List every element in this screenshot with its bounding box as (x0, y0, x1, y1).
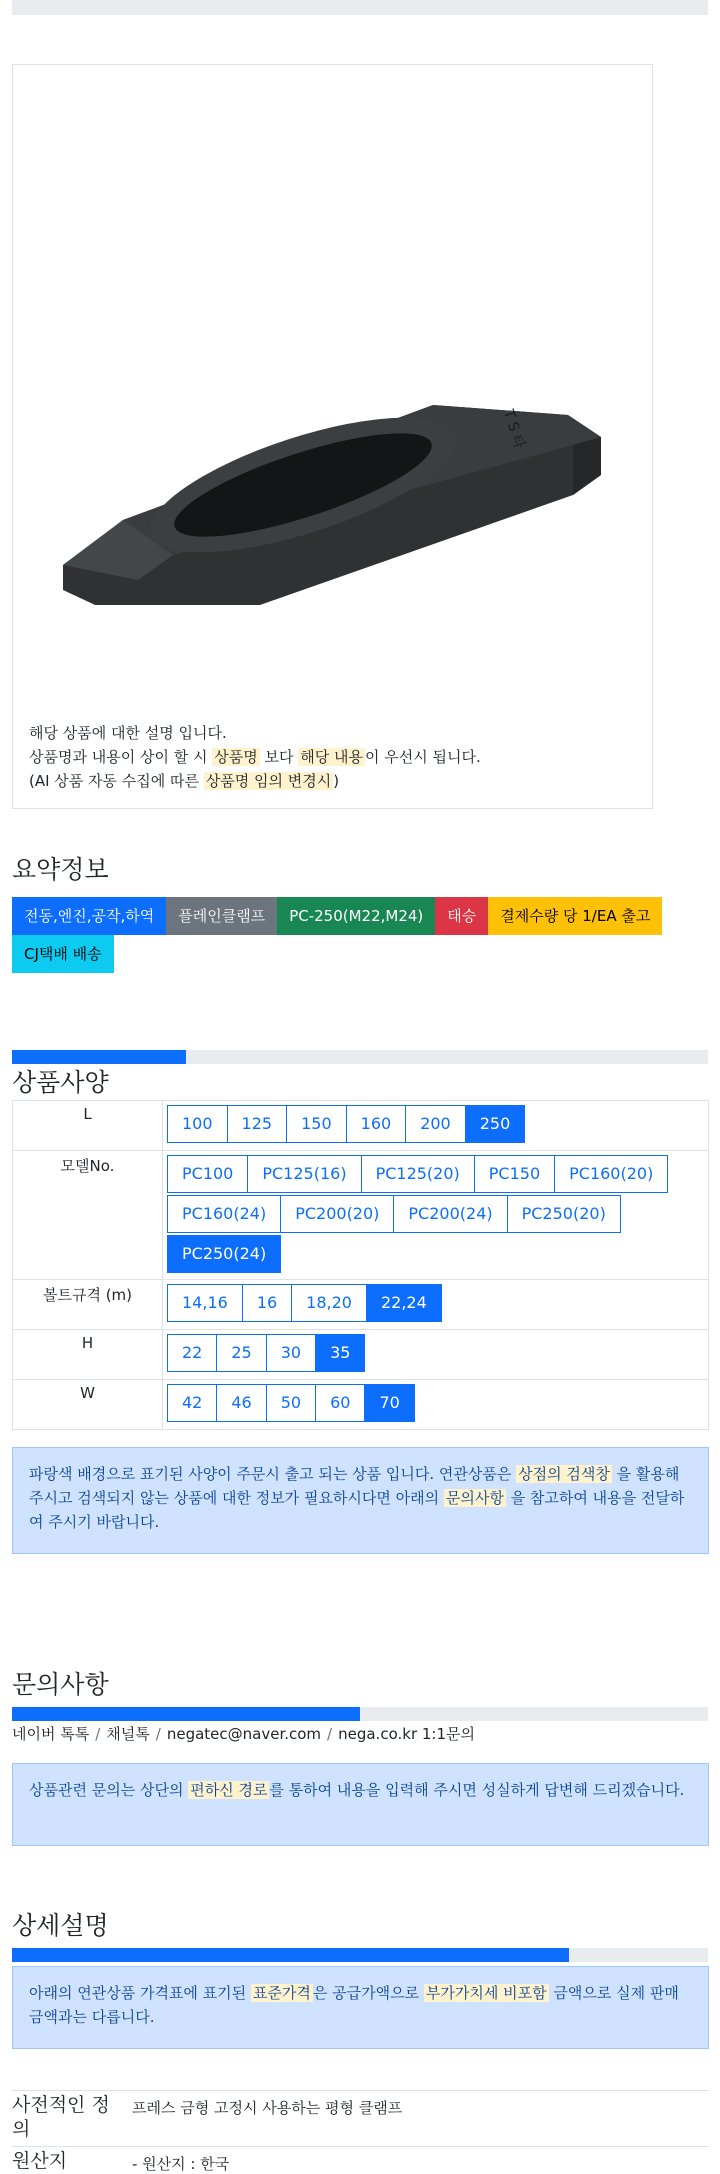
desc-line-3 (29, 769, 481, 793)
spec-table (12, 1100, 709, 1430)
detail-notice (12, 1966, 709, 2049)
spec-row (13, 1380, 709, 1430)
spec-option-button[interactable]: 60 (315, 1384, 365, 1422)
info-value: 프레스 금형 고정시 사용하는 평형 클램프 (132, 2099, 403, 2117)
inquiry-channel-link[interactable]: negatec@naver.com (166, 1725, 322, 1743)
spec-row (13, 1330, 709, 1380)
spec-title: 상품사양 (12, 1068, 109, 1097)
summary-badges (12, 897, 712, 973)
highlight-product-name: 상품명 (214, 748, 258, 766)
desc-line-2 (29, 745, 481, 769)
spec-option-button[interactable]: 250 (465, 1105, 526, 1143)
desc-text: 보다 (264, 748, 294, 766)
spec-option-button[interactable]: PC200(20) (280, 1195, 394, 1233)
spec-option-button[interactable]: PC250(20) (507, 1195, 621, 1233)
spec-option-button[interactable]: 50 (266, 1384, 316, 1422)
notice-text: 파랑색 배경으로 표기된 사양이 주문시 출고 되는 상품 입니다. 연관상품은 (29, 1465, 512, 1483)
desc-text: (AI 상품 자동 수집에 따른 (29, 772, 200, 790)
notice-text: 금액으로 실제 판매금액과는 다릅니다. (29, 1984, 679, 2026)
spec-options (163, 1380, 709, 1430)
product-description (29, 721, 481, 793)
highlight-vat-excluded: 부가가치세 비포함 (425, 1984, 547, 2002)
spec-row (13, 1151, 709, 1280)
desc-text: ) (333, 772, 340, 790)
summary-badge: 플레인클램프 (166, 897, 277, 935)
highlight-name-change: 상품명 임의 변경시 (205, 772, 332, 790)
spec-label: L (13, 1101, 163, 1151)
product-image (53, 265, 633, 605)
spec-option-button[interactable]: PC160(20) (554, 1155, 668, 1193)
spec-option-button[interactable]: 200 (405, 1105, 466, 1143)
spec-progress (12, 1050, 708, 1064)
notice-text: 아래의 연관상품 가격표에 표기된 (29, 1984, 247, 2002)
spec-option-button[interactable]: PC150 (474, 1155, 555, 1193)
spec-option-button[interactable]: PC200(24) (393, 1195, 507, 1233)
spec-option-button[interactable]: 125 (227, 1105, 288, 1143)
spec-notice (12, 1447, 709, 1554)
spec-label: H (13, 1330, 163, 1380)
inquiry-progress-fill (12, 1707, 360, 1721)
spec-option-button[interactable]: 100 (167, 1105, 228, 1143)
spec-option-button[interactable]: 14,16 (167, 1284, 243, 1322)
highlight-inquiry: 문의사항 (445, 1489, 504, 1507)
spec-option-button[interactable]: PC125(16) (247, 1155, 361, 1193)
desc-text: 상품명과 내용이 상이 할 시 (29, 748, 208, 766)
spec-option-button[interactable]: 22,24 (366, 1284, 442, 1322)
spec-option-button[interactable]: 18,20 (291, 1284, 367, 1322)
notice-text: 을 활용해 주시고 검색되지 않는 상품에 대한 정보가 필요하시다면 아래의 (29, 1465, 680, 1507)
spec-label: 볼트규격 (m) (13, 1280, 163, 1330)
detail-title: 상세설명 (12, 1911, 109, 1940)
inquiry-channel-link[interactable]: 네이버 톡톡 (12, 1725, 90, 1743)
channel-separator: / (95, 1725, 101, 1743)
spec-options (163, 1151, 709, 1280)
spec-row (13, 1101, 709, 1151)
spec-options (163, 1280, 709, 1330)
inquiry-channels (12, 1723, 475, 1744)
spec-option-button[interactable]: 22 (167, 1334, 217, 1372)
notice-text: 를 통하여 내용을 입력해 주시면 성실하게 답변해 드리겠습니다. (269, 1781, 685, 1799)
detail-progress (12, 1948, 708, 1962)
info-key: 사전적인 정의 (12, 2094, 110, 2140)
inquiry-channel-link[interactable]: nega.co.kr 1:1문의 (338, 1725, 475, 1743)
info-row-definition (12, 2090, 709, 2146)
notice-text: 은 공급가액으로 (312, 1984, 420, 2002)
spec-options (163, 1330, 709, 1380)
spec-option-button[interactable]: 35 (315, 1334, 365, 1372)
product-card (12, 64, 653, 809)
info-key: 원산지 (12, 2150, 68, 2172)
desc-line-1: 해당 상품에 대한 설명 입니다. (29, 724, 227, 742)
summary-badge: 전동,엔진,공작,하역 (12, 897, 166, 935)
spec-options (163, 1101, 709, 1151)
inquiry-progress (12, 1707, 708, 1721)
spec-option-button[interactable]: 150 (286, 1105, 347, 1143)
spec-option-button[interactable]: PC100 (167, 1155, 248, 1193)
top-progress-bar (12, 0, 708, 15)
highlight-search: 상점의 검색창 (518, 1465, 610, 1483)
inquiry-title: 문의사항 (12, 1670, 109, 1699)
info-row-origin (12, 2146, 709, 2173)
highlight-standard-price: 표준가격 (252, 1984, 311, 2002)
svg-text:T S 타: T S 타 (499, 407, 528, 451)
spec-option-button[interactable]: 30 (266, 1334, 316, 1372)
spec-option-button[interactable]: PC250(24) (167, 1235, 281, 1273)
spec-option-button[interactable]: PC125(20) (361, 1155, 475, 1193)
summary-badge: 결제수량 당 1/EA 출고 (488, 897, 662, 935)
detail-progress-fill (12, 1948, 569, 1962)
notice-text: 상품관련 문의는 상단의 (29, 1781, 184, 1799)
spec-option-button[interactable]: 25 (216, 1334, 266, 1372)
summary-badge: 태승 (435, 897, 488, 935)
spec-option-button[interactable]: 46 (216, 1384, 266, 1422)
spec-label: 모델No. (13, 1151, 163, 1280)
summary-badge: CJ택배 배송 (12, 935, 114, 973)
spec-option-button[interactable]: PC160(24) (167, 1195, 281, 1233)
info-value: - 원산지 : 한국 (132, 2155, 230, 2173)
inquiry-channel-link[interactable]: 채널톡 (106, 1725, 150, 1743)
summary-title: 요약정보 (12, 855, 109, 884)
channel-separator: / (327, 1725, 333, 1743)
notice-text: 을 참고하여 내용을 전달하여 주시기 바랍니다. (29, 1489, 685, 1531)
desc-text: 이 우선시 됩니다. (365, 748, 481, 766)
spec-option-button[interactable]: 16 (242, 1284, 292, 1322)
spec-label: W (13, 1380, 163, 1430)
channel-separator: / (155, 1725, 161, 1743)
inquiry-notice (12, 1763, 709, 1846)
spec-row (13, 1280, 709, 1330)
highlight-route: 편하신 경로 (190, 1781, 268, 1799)
highlight-content: 해당 내용 (300, 748, 364, 766)
spec-progress-fill (12, 1050, 186, 1064)
spec-option-button[interactable]: 160 (346, 1105, 407, 1143)
spec-option-button[interactable]: 70 (364, 1384, 414, 1422)
spec-option-button[interactable]: 42 (167, 1384, 217, 1422)
summary-badge: PC-250(M22,M24) (277, 897, 435, 935)
